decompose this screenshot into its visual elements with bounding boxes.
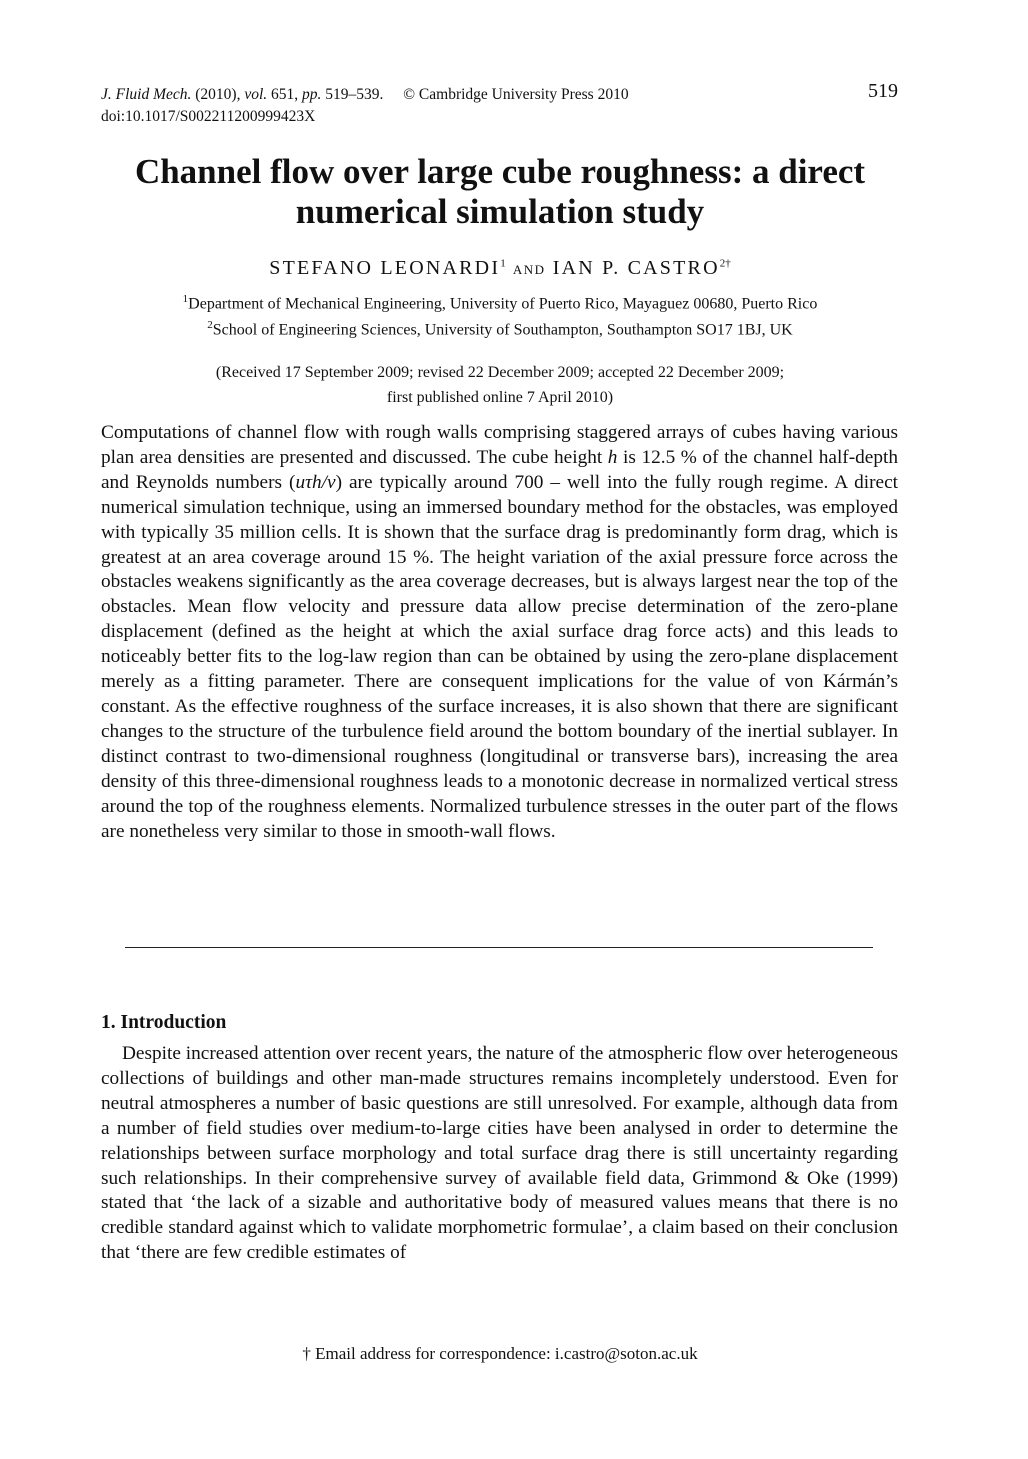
copyright: © Cambridge University Press 2010 <box>403 86 629 103</box>
journal-header <box>101 84 629 128</box>
citation-line <box>101 84 629 106</box>
abstract-divider <box>125 947 873 948</box>
author-line <box>60 257 940 280</box>
received-dates <box>60 360 940 410</box>
author-2: IAN P. CASTRO <box>552 257 720 279</box>
introduction-paragraph: Despite increased attention over recent years, the nature of the atmospheric flow over heterogeneous collections of buildings and other man-made structures remains incompletely understood. Even for neutral atmospheres a number of basic questions are still unresolved. For example, although data from a number of field studies over medium-to-large cities have been analysed in order to determine the relationships between surface morphology and total surface drag there is still uncertainty regarding such relationships. In their comprehensive survey of available field data, Grimmond & Oke (1999) stated that ‘the lack of a sizable and authoritative body of measured values means that there is no credible standard against which to validate morphometric formulae’, a claim based on their conclusion that ‘there are few credible estimates of <box>101 1043 898 1264</box>
abstract <box>101 421 898 844</box>
abstract-part-2: is 12.5 % of the channel half-depth and Reynolds numbers ( <box>101 446 898 493</box>
abstract-part-3: ) are typically around 700 – well into the fully rough regime. A direct numerical simulation technique, using an immersed boundary method for the obstacles, was employed with typically 35 million cells. It is shown that the surface drag is predominantly form drag, which is greatest at an area coverage around 15 %. The height variation of the axial pressure force across the obstacles weakens significantly as the area coverage decreases, but is always largest near the top of the obstacles. Mean flow velocity and pressure data allow precise determination of the zero-plane displacement (defined as the height at which the axial surface drag force acts) and this leads to noticeably better fits to the log-law region than can be obtained by using the zero-plane displacement merely as a fitting parameter. There are consequent implications for the value of von Kármán’s constant. As the effective roughness of the surface increases, it is also shown that there are significant changes to the structure of the turbulence field around the bottom boundary of the inertial sublayer. In distinct contrast to two-dimensional roughness (longitudinal or transverse bars), increasing the area density of this three-dimensional roughness leads to a monotonic decrease in normalized vertical stress around the top of the roughness elements. Normalized turbulence stresses in the outer part of the flows are nonetheless very similar to those in smooth-wall flows. <box>101 471 898 842</box>
volume-number: 651, <box>271 86 299 103</box>
abstract-symbol-h: h <box>607 446 618 468</box>
author-1: STEFANO LEONARDI <box>269 257 501 279</box>
journal-name: J. Fluid Mech. <box>101 86 192 103</box>
affiliation-1 <box>60 293 940 313</box>
section-heading: 1. Introduction <box>101 1012 227 1033</box>
doi: doi:10.1017/S002211200999423X <box>101 108 316 125</box>
author-2-affil: 2† <box>719 257 731 270</box>
page-number: 519 <box>868 80 898 102</box>
affiliation-2-num: 2 <box>207 319 213 331</box>
footnote: † Email address for correspondence: i.castro@soton.ac.uk <box>302 1344 698 1363</box>
received-line-1: (Received 17 September 2009; revised 22 December 2009; accepted 22 December 2009; <box>215 364 785 381</box>
abstract-reynolds-expr: uτh/ν <box>295 471 336 493</box>
pages-label: pp. <box>302 86 322 103</box>
affiliation-1-text: Department of Mechanical Engineering, University of Puerto Rico, Mayaguez 00680, Puerto Rico <box>188 295 818 313</box>
paper-title: Channel flow over large cube roughness: a direct numerical simulation study <box>134 152 866 231</box>
affiliation-2 <box>60 319 940 339</box>
affiliation-1-num: 1 <box>182 293 189 305</box>
journal-year: (2010), <box>195 86 241 103</box>
affiliation-2-text: School of Engineering Sciences, University of Southampton, Southampton SO17 1BJ, UK <box>212 321 793 339</box>
author-1-affil: 1 <box>500 257 506 270</box>
received-line-2: first published online 7 April 2010) <box>386 389 614 406</box>
volume-label: vol. <box>244 86 268 103</box>
abstract-part-1: Computations of channel flow with rough walls comprising staggered arrays of cubes having various plan area densities are presented and discussed. The cube height <box>101 422 898 468</box>
page-range: 519–539. <box>325 86 384 103</box>
author-conjunction: AND <box>512 262 546 277</box>
